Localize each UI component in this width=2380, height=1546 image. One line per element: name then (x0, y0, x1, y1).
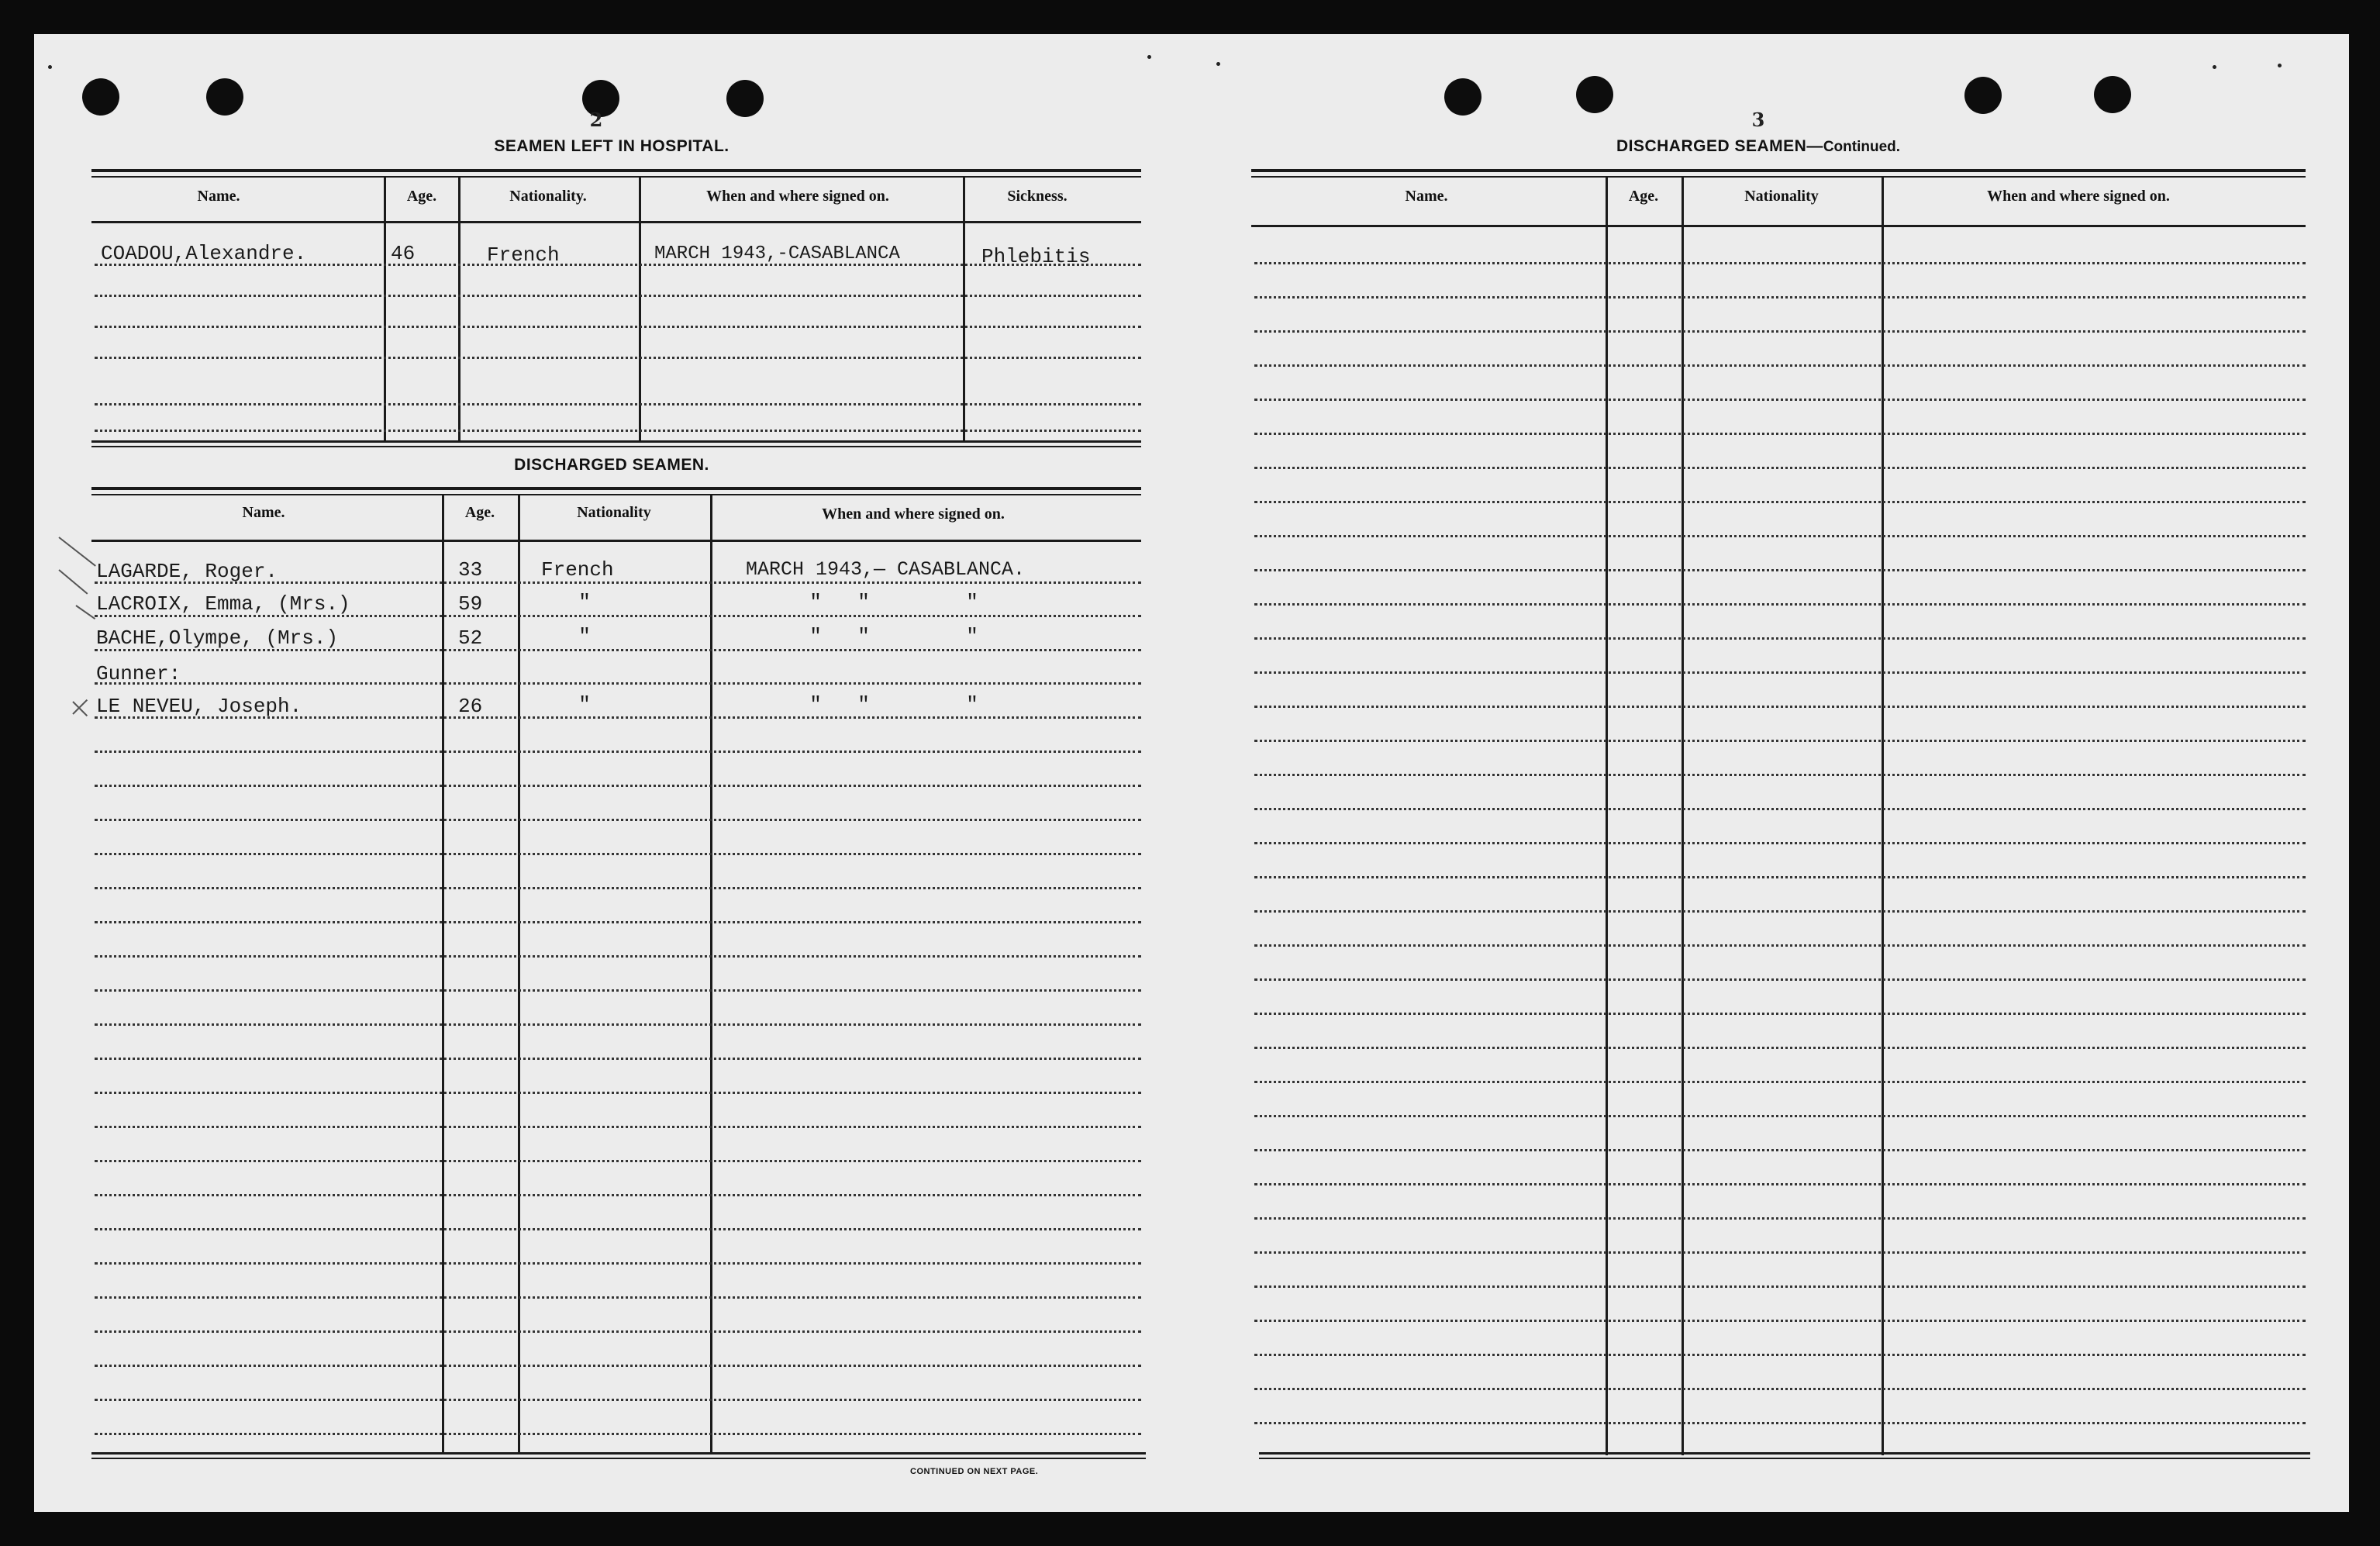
punch-hole (1576, 76, 1613, 113)
column-header-name: Name. (242, 504, 285, 521)
ruled-row (95, 295, 1141, 297)
ditto-mark: " (578, 693, 591, 716)
ruled-row (1254, 774, 2306, 776)
continued-note: CONTINUED ON NEXT PAGE. (910, 1467, 1039, 1476)
right-section-title (1616, 137, 1900, 156)
column-divider (384, 178, 386, 441)
ruled-row (1254, 569, 2306, 571)
ruled-row (1254, 296, 2306, 299)
ink-speck (2278, 64, 2282, 67)
pencil-mark (58, 537, 96, 567)
ruled-row (1254, 433, 2306, 435)
rule-heavy (1251, 169, 2306, 172)
column-header-signed-on: When and where signed on. (706, 188, 889, 205)
ruled-row (1254, 262, 2306, 264)
ruled-row (95, 1228, 1141, 1230)
rule (1251, 176, 2306, 178)
discharged-row-name: LAGARDE, Roger. (96, 560, 278, 583)
ditto-mark: " (578, 591, 591, 614)
ruled-row (95, 1262, 1141, 1265)
column-divider (639, 178, 641, 441)
column-header-sickness: Sickness. (1007, 188, 1068, 205)
ruled-row (95, 1126, 1141, 1128)
ruled-row (1254, 467, 2306, 469)
ditto-mark: " (809, 693, 822, 716)
right-title-main: DISCHARGED SEAMEN— (1616, 137, 1823, 155)
ruled-row (1254, 1285, 2306, 1288)
ruled-row (1254, 910, 2306, 913)
ruled-row (95, 921, 1141, 923)
rule-heavy (91, 487, 1141, 490)
ruled-row (95, 1365, 1141, 1367)
ditto-mark: " (966, 591, 978, 614)
column-header-nationality: Nationality (577, 504, 651, 521)
hospital-row-nationality: French (487, 243, 560, 267)
ruled-row (1254, 603, 2306, 606)
discharged-row-nationality: French (541, 558, 614, 581)
ruled-row (95, 853, 1141, 855)
rule (1251, 225, 2306, 227)
ruled-row (1254, 1251, 2306, 1254)
pencil-mark (58, 569, 88, 594)
ruled-row (1254, 978, 2306, 981)
ruled-row (1254, 1183, 2306, 1185)
discharged-row-age: 26 (458, 695, 483, 718)
rule (91, 1458, 1146, 1459)
discharged-row-category: Gunner: (96, 662, 181, 685)
ruled-row (95, 955, 1141, 958)
rule (91, 176, 1141, 178)
discharged-section-title: DISCHARGED SEAMEN. (514, 456, 709, 474)
discharged-row-signed-on: MARCH 1943,— CASABLANCA. (746, 558, 1026, 581)
ruled-row (1254, 876, 2306, 878)
column-header-signed-on: When and where signed on. (822, 506, 1005, 523)
column-header-nationality: Nationality. (509, 188, 587, 205)
punch-hole (2094, 76, 2131, 113)
column-header-signed-on: When and where signed on. (1987, 188, 2170, 205)
column-header-age: Age. (1628, 188, 1659, 205)
ruled-row (95, 887, 1141, 889)
column-header-age: Age. (464, 504, 495, 521)
hospital-row-sickness: Phlebitis (981, 245, 1091, 268)
ruled-row (1254, 1081, 2306, 1083)
rule (91, 440, 1141, 443)
ruled-row (95, 326, 1141, 328)
discharged-row-age: 33 (458, 558, 483, 581)
ruled-row (1254, 1388, 2306, 1390)
page-number-left: 2 (589, 109, 603, 131)
column-header-nationality: Nationality (1744, 188, 1819, 205)
discharged-row-name: LE NEVEU, Joseph. (96, 695, 302, 718)
rule-heavy (91, 169, 1141, 172)
ruled-row (1254, 637, 2306, 640)
ruled-row (1254, 842, 2306, 844)
hospital-row-signed-on: MARCH 1943,-CASABLANCA (654, 243, 900, 264)
ditto-mark: " (809, 625, 822, 648)
ink-speck (48, 65, 52, 69)
hospital-section-title: SEAMEN LEFT IN HOSPITAL. (494, 137, 730, 155)
discharged-row-name: LACROIX, Emma, (Mrs.) (96, 592, 350, 616)
column-divider (1682, 178, 1684, 1455)
ruled-row (1254, 706, 2306, 708)
ruled-row (1254, 1013, 2306, 1015)
ruled-row (95, 1058, 1141, 1060)
pencil-mark (72, 701, 88, 716)
ruled-row (1254, 1149, 2306, 1151)
ruled-row (95, 357, 1141, 359)
rule (91, 540, 1141, 542)
rule (91, 221, 1141, 223)
page-number-right: 3 (1751, 109, 1765, 131)
ditto-mark: " (578, 625, 591, 648)
ruled-row (95, 403, 1141, 405)
rule (1259, 1458, 2310, 1459)
ruled-row (95, 1160, 1141, 1162)
ruled-row (1254, 808, 2306, 810)
ruled-row (1254, 1422, 2306, 1424)
ruled-row (1254, 1354, 2306, 1356)
rule (91, 446, 1141, 447)
ruled-row (1254, 330, 2306, 333)
ruled-row (95, 682, 1141, 685)
ditto-mark: " (809, 591, 822, 614)
ruled-row (1254, 671, 2306, 674)
ruled-row (95, 1433, 1141, 1435)
column-header-age: Age. (406, 188, 437, 205)
ruled-row (95, 1330, 1141, 1333)
ruled-row (1254, 944, 2306, 947)
ink-speck (2213, 65, 2216, 69)
column-divider (458, 178, 460, 441)
ruled-row (1254, 501, 2306, 503)
column-divider (963, 178, 965, 441)
column-divider (518, 495, 520, 1454)
column-divider (1606, 178, 1608, 1455)
rule (1259, 1452, 2310, 1455)
ruled-row (95, 1194, 1141, 1196)
punch-hole (82, 78, 119, 116)
ruled-row (1254, 1217, 2306, 1220)
ditto-mark: " (966, 625, 978, 648)
ruled-row (95, 430, 1141, 432)
column-header-name: Name. (197, 188, 240, 205)
ditto-mark: " (857, 625, 870, 648)
rule (91, 494, 1141, 495)
ink-speck (1147, 55, 1151, 59)
punch-hole (1964, 77, 2002, 114)
ruled-row (1254, 740, 2306, 742)
right-title-continued: Continued. (1823, 139, 1901, 155)
discharged-row-name: BACHE,Olympe, (Mrs.) (96, 626, 339, 650)
hospital-row-name: COADOU,Alexandre. (101, 242, 307, 265)
ruled-row (95, 1023, 1141, 1026)
ruled-row (95, 785, 1141, 787)
ruled-row (95, 1399, 1141, 1401)
ruled-row (1254, 1047, 2306, 1049)
column-divider (442, 495, 444, 1454)
ruled-row (95, 819, 1141, 821)
ledger-sheet (34, 34, 2349, 1512)
pencil-mark (75, 605, 95, 619)
punch-hole (1444, 78, 1481, 116)
ditto-mark: " (857, 591, 870, 614)
punch-hole (206, 78, 243, 116)
ditto-mark: " (857, 693, 870, 716)
ruled-row (1254, 1115, 2306, 1117)
rule (91, 1452, 1146, 1455)
hospital-row-age: 46 (391, 242, 416, 265)
ruled-row (1254, 399, 2306, 401)
ruled-row (95, 989, 1141, 992)
ruled-row (95, 1092, 1141, 1094)
discharged-row-age: 52 (458, 626, 483, 650)
ruled-row (95, 751, 1141, 753)
column-header-name: Name. (1405, 188, 1448, 205)
ruled-row (1254, 535, 2306, 537)
punch-hole (726, 80, 764, 117)
column-divider (710, 495, 712, 1454)
ruled-row (1254, 1320, 2306, 1322)
ditto-mark: " (966, 693, 978, 716)
ruled-row (1254, 364, 2306, 367)
ink-speck (1216, 62, 1220, 66)
column-divider (1882, 178, 1884, 1455)
discharged-row-age: 59 (458, 592, 483, 616)
ruled-row (95, 1296, 1141, 1299)
